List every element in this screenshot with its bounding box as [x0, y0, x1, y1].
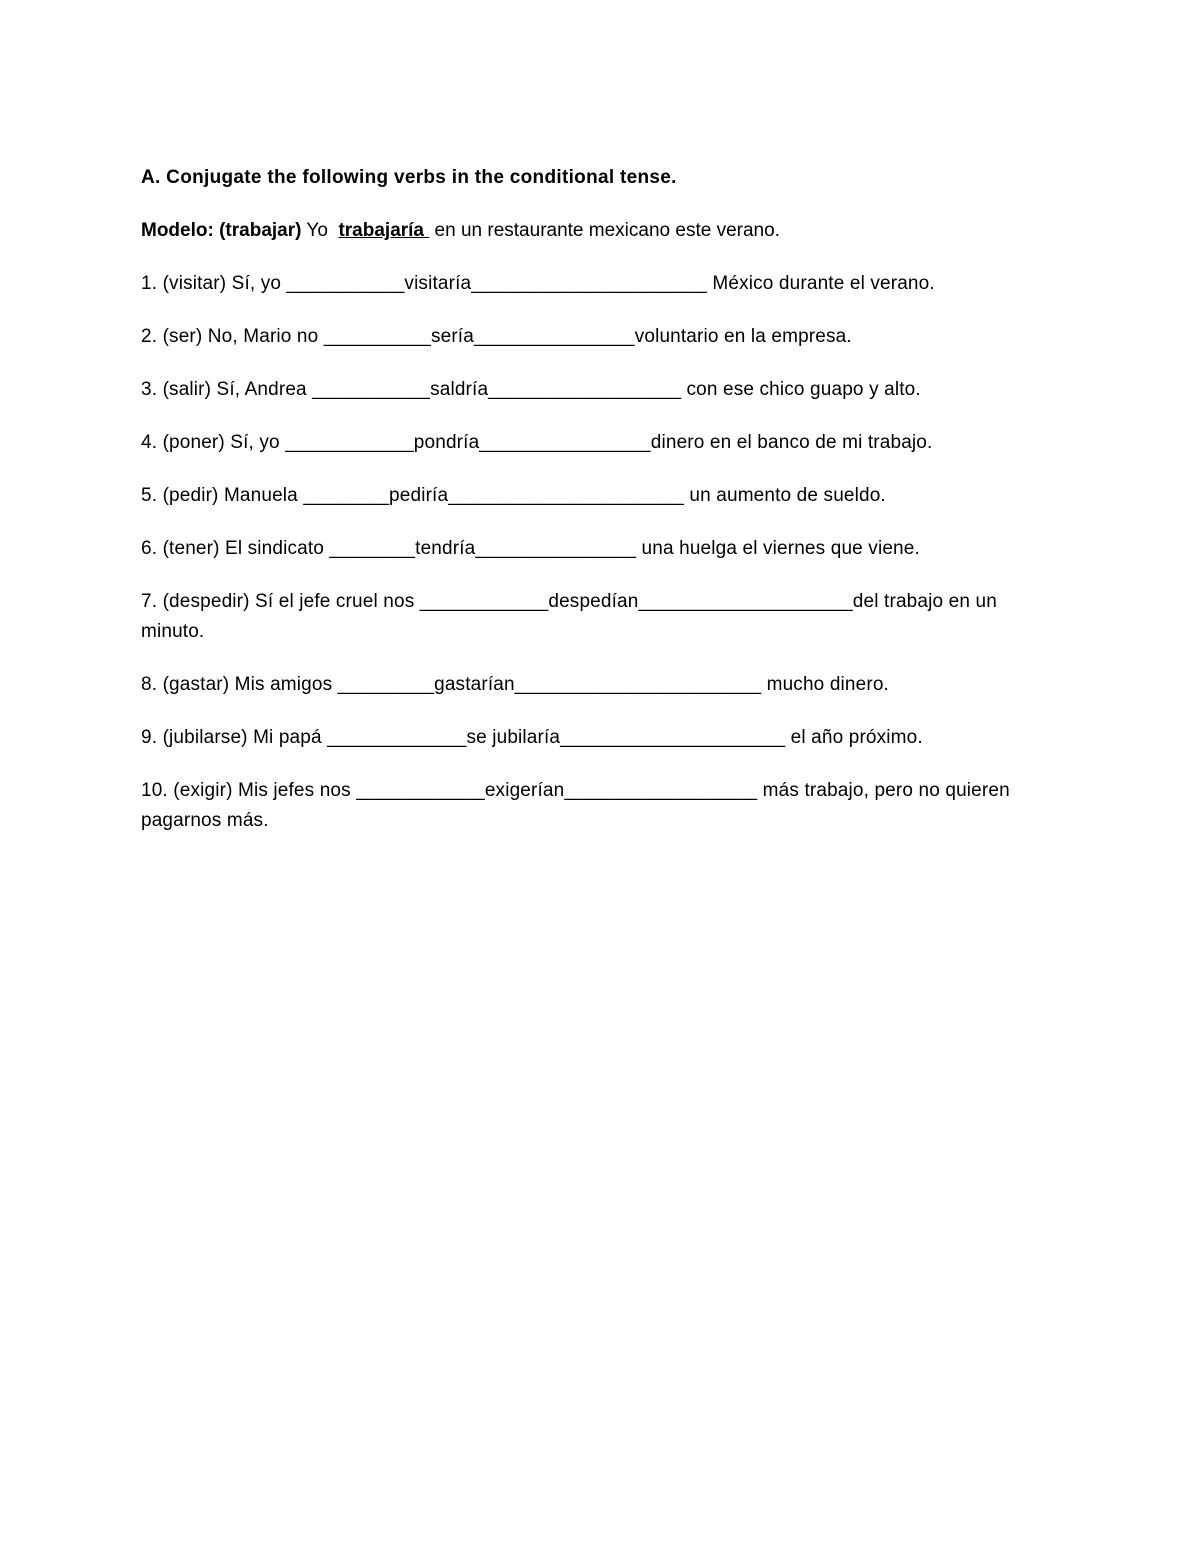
- exercise-item-9: 9. (jubilarse) Mi papá _____________se jubilaría_____________________ el año próximo.: [141, 727, 923, 748]
- modelo-label: Modelo: (trabajar): [141, 220, 302, 241]
- exercise-item-1: 1. (visitar) Sí, yo ___________visitaría______________________ México durante el verano.: [141, 273, 935, 294]
- modelo-answer: trabajaría: [338, 220, 430, 241]
- exercise-item-2: 2. (ser) No, Mario no __________sería_______________voluntario en la empresa.: [141, 326, 852, 347]
- exercise-item-5: 5. (pedir) Manuela ________pediría______________________ un aumento de sueldo.: [141, 485, 886, 506]
- worksheet: [141, 163, 1051, 859]
- exercise-item-7: 7. (despedir) Sí el jefe cruel nos ____________despedían____________________del trabajo en un minuto.: [141, 591, 997, 642]
- exercise-item-6: 6. (tener) El sindicato ________tendría_______________ una huelga el viernes que viene.: [141, 538, 920, 559]
- exercise-item-8: 8. (gastar) Mis amigos _________gastarían_______________________ mucho dinero.: [141, 674, 889, 695]
- modelo-subject: Yo: [301, 220, 334, 241]
- exercise-heading: A. Conjugate the following verbs in the conditional tense.: [141, 167, 677, 188]
- exercise-item-4: 4. (poner) Sí, yo ____________pondría________________dinero en el banco de mi trabajo.: [141, 432, 933, 453]
- exercise-item-10: 10. (exigir) Mis jefes nos ____________exigerían__________________ más trabajo, pero no quieren pagarnos más.: [141, 780, 1010, 831]
- exercise-item-3: 3. (salir) Sí, Andrea ___________saldría__________________ con ese chico guapo y alto.: [141, 379, 921, 400]
- modelo-rest: en un restaurante mexicano este verano.: [429, 220, 780, 241]
- modelo-example: [141, 216, 1051, 246]
